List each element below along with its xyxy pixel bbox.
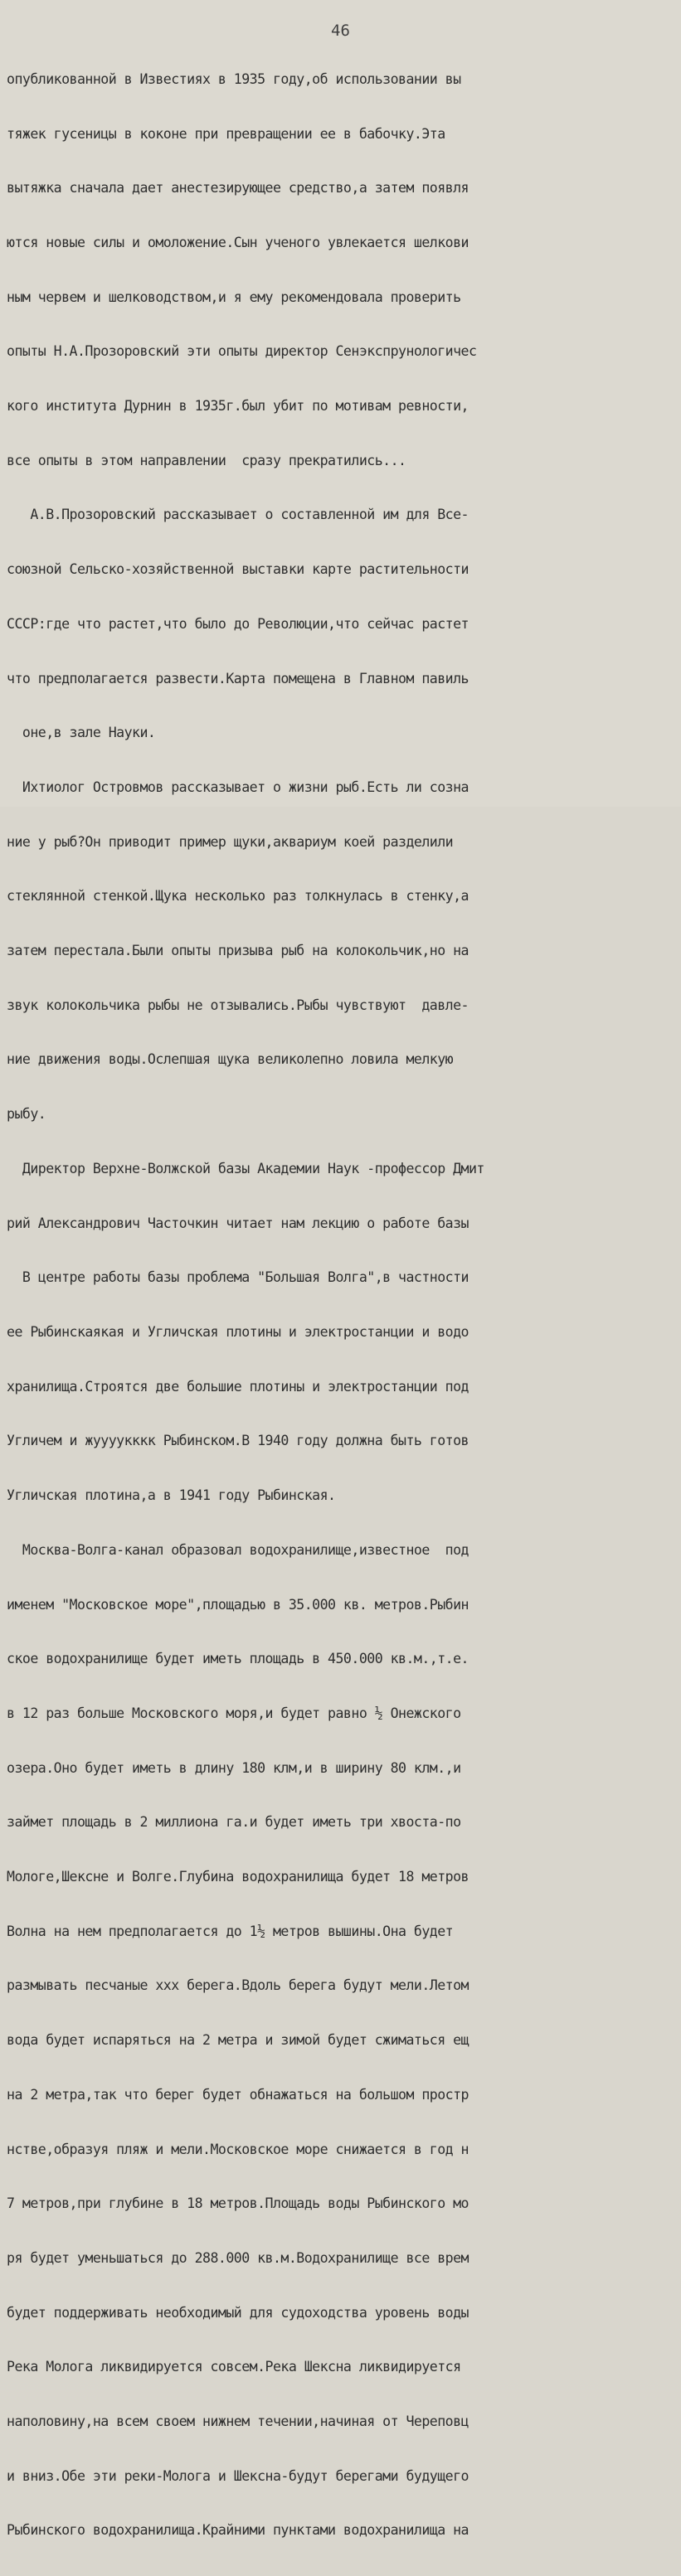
text-line: вытяжка сначала дает анестезирующее средство,а затем появля <box>7 180 469 196</box>
text-line: ние движения воды.Ослепшая щука великолепно ловила мелкую <box>7 1051 454 1068</box>
text-line: ются новые силы и омоложение.Сын ученого увлекается шелкови <box>7 234 469 250</box>
text-line: ным червем и шелководством,и я ему рекомендовала проверить <box>7 289 461 305</box>
text-line: тяжек гусеницы в коконе при превращении ее в бабочку.Эта <box>7 125 445 142</box>
text-line: ское водохранилище будет иметь площадь в 450.000 кв.м.,т.е. <box>7 1651 469 1667</box>
text-line: именем "Московское море",площадью в 35.000 кв. метров.Рыбин <box>7 1596 469 1613</box>
text-line: затем перестала.Были опыты призыва рыб на колокольчик,но на <box>7 943 469 959</box>
text-line: звук колокольчика рыбы не отзывались.Рыбы чувствуют давле- <box>7 997 469 1013</box>
text-line: рий Александрович Часточкин читает нам лекцию о работе базы <box>7 1215 469 1231</box>
text-line: В центре работы базы проблема "Большая Волга",в частности <box>7 1269 469 1286</box>
text-line: Угличем и жуууукккк Рыбинском.В 1940 году должна быть готов <box>7 1433 469 1449</box>
text-line: размывать песчаные ххх берега.Вдоль берега будут мели.Летом <box>7 1977 469 1994</box>
text-line: и вниз.Обе эти реки-Молога и Шексна-будут берегами будущего <box>7 2467 469 2484</box>
text-line: Рыбинского водохранилища.Крайними пунктами водохранилища на <box>7 2522 469 2539</box>
text-line: будет поддерживать необходимый для судоходства уровень воды <box>7 2304 469 2321</box>
text-line: Директор Верхне-Волжской базы Академии Наук -профессор Дмит <box>7 1160 484 1176</box>
text-line: Река Молога ликвидируется совсем.Река Шексна ликвидируется <box>7 2359 461 2375</box>
text-line: СССР:где что растет,что было до Революции,что сейчас растет <box>7 615 469 632</box>
text-line: рыбу. <box>7 1106 46 1123</box>
text-line: Угличская плотина,а в 1941 году Рыбинская. <box>7 1487 336 1504</box>
text-line: ние у рыб?Он приводит пример щуки,аквариум коей разделили <box>7 833 454 850</box>
text-line: ее Рыбинскаякая и Угличская плотины и электростанции и водо <box>7 1323 469 1340</box>
document-body <box>7 34 679 2576</box>
text-line: займет площадь в 2 миллиона га.и будет иметь три хвоста-по <box>7 1814 461 1831</box>
text-line: кого института Дурнин в 1935г.был убит по мотивам ревности, <box>7 398 469 415</box>
page-number: 46 <box>331 22 350 40</box>
text-line: оне,в зале Науки. <box>7 725 156 741</box>
text-line: 7 метров,при глубине в 18 метров.Площадь воды Рыбинского мо <box>7 2195 469 2212</box>
text-line: стеклянной стенкой.Щука несколько раз толкнулась в стенку,а <box>7 888 469 905</box>
text-line: что предполагается развести.Карта помещена в Главном павиль <box>7 670 469 686</box>
text-line: Ихтиолог Островмов рассказывает о жизни рыб.Есть ли созна <box>7 779 469 795</box>
text-line: озера.Оно будет иметь в длину 180 клм,и в ширину 80 клм.,и <box>7 1759 461 1776</box>
text-line: А.В.Прозоровский рассказывает о составленной им для Все- <box>7 507 469 523</box>
text-line: хранилища.Строятся две большие плотины и электростанции под <box>7 1378 469 1395</box>
text-line: наполовину,на всем своем нижнем течении,начиная от Череповц <box>7 2413 469 2430</box>
text-line: все опыты в этом направлении сразу прекратились... <box>7 452 406 468</box>
text-line: ря будет уменьшаться до 288.000 кв.м.Водохранилище все врем <box>7 2249 469 2266</box>
text-line: вода будет испаряться на 2 метра и зимой будет сжиматься ещ <box>7 2032 469 2049</box>
text-line: в 12 раз больше Московского моря,и будет равно ½ Онежского <box>7 1705 461 1721</box>
text-line: Москва-Волга-канал образовал водохранилище,известное под <box>7 1541 469 1558</box>
text-line: нстве,образуя пляж и мели.Московское море снижается в год н <box>7 2141 469 2157</box>
text-line: на 2 метра,так что берег будет обнажаться на большом простр <box>7 2086 469 2103</box>
text-line: Волна на нем предполагается до 1½ метров вышины.Она будет <box>7 1923 454 1939</box>
text-line: союзной Сельско-хозяйственной выставки карте растительности <box>7 561 469 578</box>
text-line: Мологе,Шексне и Волге.Глубина водохранилища будет 18 метров <box>7 1869 469 1885</box>
text-line: опубликованной в Известиях в 1935 году,об использовании вы <box>7 70 461 87</box>
text-line: опыты Н.А.Прозоровский эти опыты директор Сенэкспрунологичес <box>7 343 477 360</box>
